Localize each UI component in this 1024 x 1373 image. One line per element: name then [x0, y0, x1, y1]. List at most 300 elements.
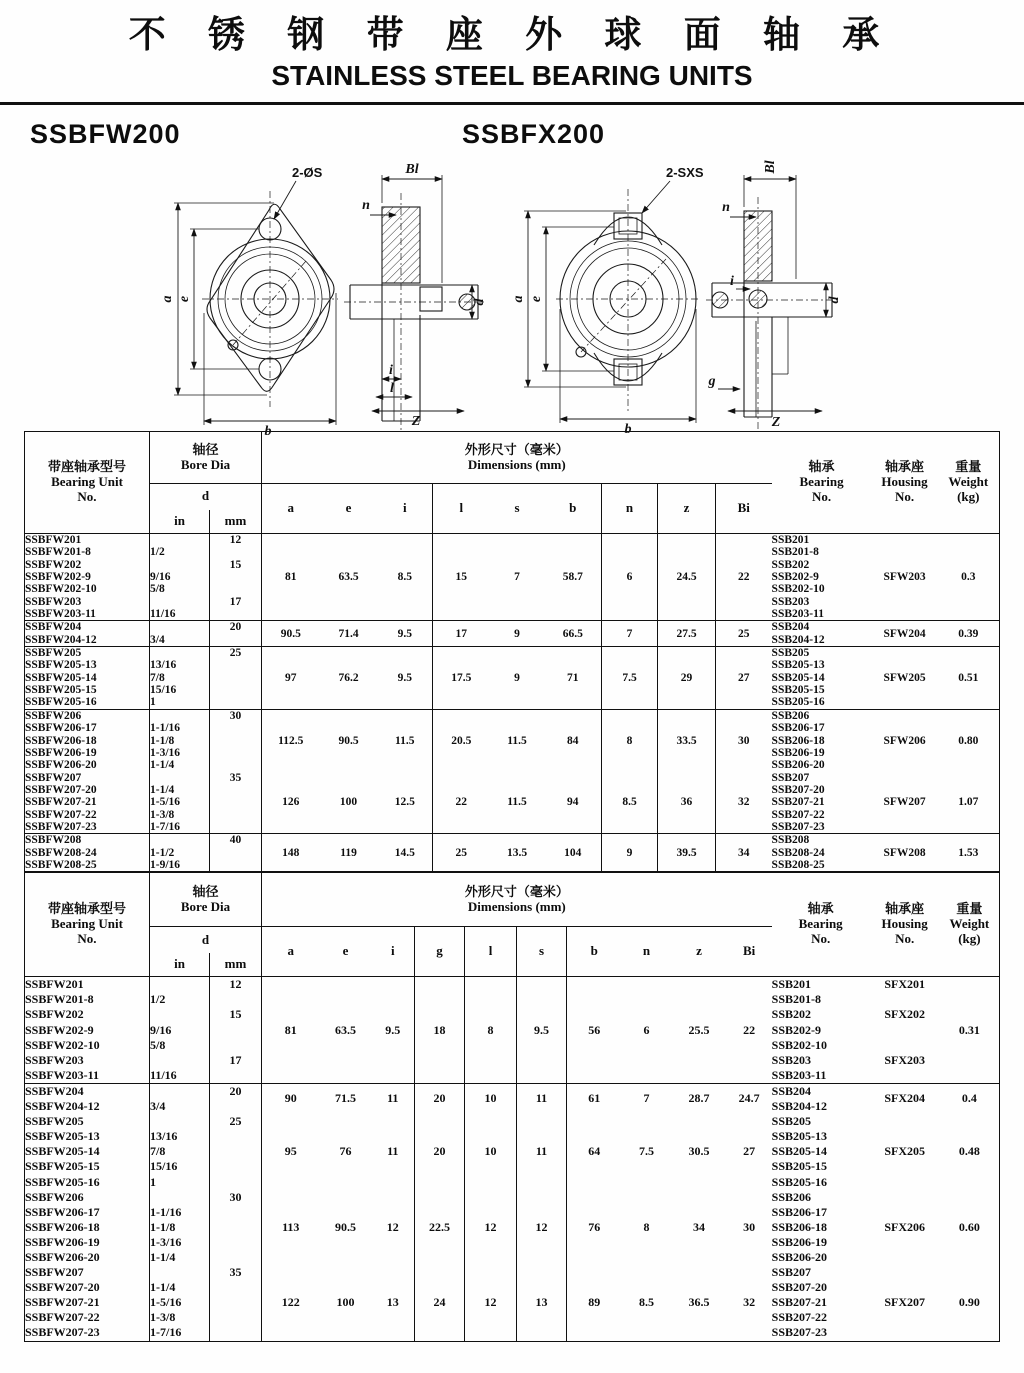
bearing-no-cell: SSB207 [771, 1265, 812, 1280]
bore-mm-cell [210, 809, 262, 821]
bearing-no-cell: SSB205-14 [771, 1144, 828, 1159]
col-header-housing-no: 轴承座 Housing No. [881, 901, 928, 947]
col-header-dimensions: 外形尺寸（毫米） Dimensions (mm) [262, 432, 772, 484]
unit-no-cell: SSBFW207-21 [25, 796, 150, 808]
dim-l-cell: 20.5 [433, 709, 490, 771]
dim-e-cell: 76 [339, 1144, 352, 1159]
bore-mm-cell: 35 [210, 1265, 262, 1280]
unit-no-cell: SSBFW207-22 [25, 1310, 150, 1325]
bearing-no-cell: SSB205-15 [771, 1159, 828, 1174]
dim-b-cell: 94 [545, 772, 602, 834]
header-divider [0, 102, 1024, 105]
dim-b-cell: 76 [588, 1219, 601, 1234]
bore-in-cell [150, 647, 210, 660]
bore-mm-cell [210, 722, 262, 734]
unit-no-cell: SSBFW208 [25, 834, 150, 847]
unit-no-cell: SSBFW202 [25, 1007, 150, 1022]
dim-s-cell: 9 [490, 647, 545, 710]
bore-in-cell: 1/2 [150, 546, 210, 558]
bearing-no-cell: SSB202-9 [771, 1022, 822, 1037]
bore-in-cell: 1-1/4 [150, 1250, 210, 1265]
dim-b-cell: 64 [588, 1144, 601, 1159]
col-header-mm: mm [210, 953, 262, 977]
bearing-no-cell: SSB203 [771, 595, 810, 608]
col-header-dim-e: e [345, 500, 352, 516]
unit-no-cell: SSBFW207-23 [25, 1325, 150, 1341]
col-header-dim-i: i [372, 927, 415, 977]
bearing-no-cell: SSB208 [772, 834, 872, 847]
unit-no-cell: SSBFW207-22 [25, 809, 150, 821]
bore-mm-cell: 15 [210, 559, 262, 571]
unit-no-cell: SSBFW201 [25, 977, 150, 993]
bore-mm-cell [210, 759, 262, 771]
unit-no-cell: SSBFW203-11 [25, 608, 150, 621]
dim-i-cell: 9.5 [372, 977, 415, 1084]
col-header-dim-n: n [602, 484, 658, 534]
dim-i-cell: 11.5 [378, 709, 433, 771]
bore-in-cell [150, 1114, 210, 1129]
weight-cell: 1.53 [938, 834, 1000, 872]
bearing-no-cell: SSB204 [772, 621, 872, 634]
bore-mm-cell [210, 735, 262, 747]
bore-mm-cell: 35 [210, 772, 262, 784]
bore-in-cell [150, 834, 210, 847]
bore-in-cell: 5/8 [150, 583, 210, 595]
bore-mm-cell [210, 1175, 262, 1190]
col-header-dim-b: b [545, 484, 602, 534]
series-label-ssbfx200: SSBFX200 [462, 119, 606, 149]
unit-no-cell: SSBFW204 [25, 621, 150, 634]
bore-in-cell: 1-1/4 [150, 759, 210, 771]
bore-mm-cell [210, 1325, 262, 1341]
dim-Bi-cell: 30 [716, 709, 772, 771]
bore-in-cell: 1-3/16 [150, 1235, 210, 1250]
bore-mm-cell [210, 546, 262, 558]
bore-in-cell [150, 559, 210, 571]
dim-i-cell: 12.5 [378, 772, 433, 834]
dim-z-cell: 24.5 [658, 534, 716, 621]
bearing-no-cell: SSB204-12 [771, 1099, 828, 1114]
bore-in-cell: 9/16 [150, 571, 210, 583]
dim-s-cell: 9.5 [517, 977, 567, 1084]
dim-n-cell: 6 [622, 977, 672, 1084]
bearing-no-cell: SSB201 [772, 534, 872, 547]
weight-cell: 0.90 [958, 1295, 980, 1310]
unit-no-cell: SSBFW202-10 [25, 583, 150, 595]
bore-in-cell: 11/16 [150, 1068, 210, 1084]
dim-z-cell: 36 [658, 772, 716, 834]
dim-n-cell: 7 [602, 621, 658, 647]
weight-cell: 0.31 [940, 977, 1000, 1084]
ssbfw-dimensions-table [24, 431, 1000, 872]
dim-i-cell: 14.5 [378, 834, 433, 872]
dim-label-i: i [389, 363, 393, 378]
bearing-no-cell: SSB207-22 [771, 1310, 828, 1325]
dim-label-z: Z [771, 415, 781, 430]
bore-mm-cell [210, 1159, 262, 1174]
unit-no-cell: SSBFW205 [25, 1114, 150, 1129]
housing-no-cell [870, 992, 940, 1007]
col-header-dim-s: s [517, 927, 567, 977]
col-header-dim-n: n [642, 943, 651, 959]
dim-s-cell: 13.5 [490, 834, 545, 872]
dim-l-cell: 10 [465, 1114, 517, 1189]
bore-mm-cell: 30 [210, 709, 262, 722]
bearing-no-cell: SSB207-21 [771, 1295, 828, 1310]
weight-cell: 0.3 [938, 534, 1000, 621]
dim-label-z: Z [411, 414, 421, 429]
weight-cell: 0.48 [958, 1144, 980, 1159]
dim-n-cell: 7.5 [602, 647, 658, 710]
unit-no-cell: SSBFW205-16 [25, 696, 150, 709]
bearing-no-cell: SSB204-12 [771, 633, 825, 646]
bearing-no-cell: SSB203-11 [771, 608, 824, 621]
ssbfw-side-view [344, 162, 487, 433]
bore-in-cell: 9/16 [150, 1023, 210, 1038]
housing-no-cell: SFW204 [872, 621, 938, 647]
unit-no-cell: SSBFW207 [25, 1265, 150, 1280]
bore-in-cell [150, 1190, 210, 1205]
bore-in-cell: 3/4 [150, 634, 210, 647]
dim-b-cell: 84 [545, 709, 602, 771]
dim-l-cell: 17.5 [433, 647, 490, 710]
dim-Bi-cell: 32 [738, 796, 750, 809]
col-header-bore-dia: 轴径 Bore Dia [150, 432, 262, 484]
bearing-no-cell: SSB207-20 [771, 783, 825, 796]
dim-z-cell: 39.5 [658, 834, 716, 872]
weight-cell: 0.80 [938, 709, 1000, 771]
bearing-no-cell: SSB206 [771, 1189, 812, 1204]
dim-n-cell: 7.5 [639, 1144, 655, 1159]
dim-a-cell: 90 [262, 1083, 320, 1114]
dim-e-cell: 119 [320, 834, 378, 872]
bore-mm-cell [210, 1220, 262, 1235]
housing-no-cell: SFW208 [872, 834, 938, 872]
bearing-no-cell: SSB205-13 [771, 659, 825, 672]
dim-i-cell: 9.5 [378, 647, 433, 710]
bore-in-cell [150, 1265, 210, 1280]
ssbfw-table-body [25, 534, 1000, 872]
bearing-no-cell: SSB207-21 [771, 796, 825, 809]
housing-no-cell: SFW203 [872, 534, 938, 621]
dim-Bi-cell: 22 [727, 977, 772, 1084]
dim-n-cell: 8 [602, 709, 658, 771]
bore-in-cell [150, 709, 210, 722]
dim-label-d: d [827, 296, 842, 304]
dim-label-d: d [472, 298, 487, 306]
unit-no-cell: SSBFW207-23 [25, 821, 150, 834]
bore-mm-cell [210, 583, 262, 595]
bearing-no-cell: SSB205 [771, 1114, 812, 1129]
dim-i-cell: 9.5 [378, 621, 433, 647]
dim-b-cell: 61 [567, 1083, 622, 1114]
unit-no-cell: SSBFW207 [25, 772, 150, 784]
col-header-dim-l: l [459, 500, 464, 516]
dim-s-cell: 11.5 [490, 709, 545, 771]
bore-mm-cell: 30 [210, 1190, 262, 1205]
dim-b-cell: 56 [567, 977, 622, 1084]
bore-in-cell: 15/16 [150, 684, 210, 696]
bore-in-cell: 1-7/16 [150, 821, 210, 834]
unit-no-cell: SSBFW205-15 [25, 1159, 150, 1174]
bearing-no-cell: SSB205-13 [771, 1129, 828, 1144]
dim-e-cell: 90.5 [335, 1219, 357, 1234]
dim-e-cell: 100 [339, 796, 358, 809]
col-header-bearing-no: 轴承 Bearing No. [798, 901, 843, 947]
bore-in-cell: 3/4 [150, 1099, 210, 1114]
bearing-no-cell: SSB202-9 [771, 571, 819, 584]
dim-label-a: a [511, 295, 526, 303]
bearing-no-cell: SSB202 [771, 1007, 812, 1022]
dim-label-b: b [624, 422, 632, 437]
ssbfw-front-view [160, 165, 338, 437]
dim-e-cell: 76.2 [320, 647, 378, 710]
unit-no-cell: SSBFW207-20 [25, 784, 150, 796]
bore-in-cell: 1-7/16 [150, 1325, 210, 1341]
bearing-no-cell: SSB206-19 [771, 746, 825, 759]
bearing-no-cell: SSB205 [772, 647, 872, 660]
col-header-dim-z: z [658, 484, 716, 534]
bore-mm-cell [210, 608, 262, 621]
housing-no-cell [870, 1068, 940, 1084]
unit-no-cell: SSBFW203-11 [25, 1068, 150, 1084]
dim-b-cell: 66.5 [545, 621, 602, 647]
dim-i-cell: 12 [372, 1190, 415, 1265]
bore-in-cell: 1-9/16 [150, 859, 210, 872]
weight-cell: 1.07 [958, 796, 979, 809]
unit-no-cell: SSBFW207-20 [25, 1280, 150, 1295]
col-header-bearing-no: 轴承 Bearing No. [799, 459, 844, 504]
housing-no-cell [870, 1038, 940, 1053]
dim-s-cell: 11 [517, 1083, 567, 1114]
unit-no-cell: SSBFW207-21 [25, 1295, 150, 1310]
col-header-dim-b: b [590, 943, 598, 959]
unit-no-cell: SSBFW202-10 [25, 1038, 150, 1053]
bearing-no-cell: SSB206-20 [771, 1249, 828, 1264]
unit-no-cell: SSBFW201 [25, 534, 150, 547]
dim-l-cell: 10 [465, 1083, 517, 1114]
bore-in-cell: 1/2 [150, 992, 210, 1007]
bore-mm-cell [210, 1038, 262, 1053]
bearing-no-cell: SSB206-17 [771, 1204, 828, 1219]
weight-cell: 0.60 [958, 1219, 980, 1234]
unit-no-cell: SSBFW203 [25, 1053, 150, 1068]
unit-no-cell: SSBFW201-8 [25, 992, 150, 1007]
dim-g-cell: 20 [415, 1083, 465, 1114]
dim-z-cell: 34 [693, 1219, 706, 1234]
weight-cell: 0.51 [938, 647, 1000, 710]
dim-Bi-cell: 22 [716, 534, 772, 621]
dim-s-cell: 11 [517, 1114, 567, 1189]
dim-label-n: n [362, 198, 370, 213]
dim-a-cell: 95 [284, 1144, 297, 1159]
page-title-english: STAINLESS STEEL BEARING UNITS [271, 60, 753, 91]
dim-z-cell: 25.5 [672, 977, 727, 1084]
dim-a-cell: 97 [262, 647, 320, 710]
bore-in-cell: 1-3/8 [150, 809, 210, 821]
dim-a-cell: 148 [262, 834, 320, 872]
dim-z-cell: 28.7 [672, 1083, 727, 1114]
unit-no-cell: SSBFW205-14 [25, 672, 150, 684]
bore-mm-cell: 40 [210, 834, 262, 847]
bore-mm-cell [210, 821, 262, 834]
dim-i-cell: 8.5 [378, 534, 433, 621]
col-header-bearing-unit: 带座轴承型号 Bearing Unit No. [25, 873, 150, 977]
col-header-dim-g: g [415, 927, 465, 977]
bore-mm-cell [210, 1205, 262, 1220]
bearing-no-cell: SSB204 [772, 1083, 870, 1099]
dim-label-e: e [177, 295, 192, 303]
unit-no-cell: SSBFW205 [25, 647, 150, 660]
bore-in-cell: 1-5/16 [150, 796, 210, 808]
unit-no-cell: SSBFW208-24 [25, 847, 150, 859]
bore-mm-cell [210, 1235, 262, 1250]
dim-n-cell: 6 [602, 534, 658, 621]
bore-in-cell [150, 1053, 210, 1068]
col-header-dim-i: i [378, 484, 433, 534]
housing-no-cell: SFX206 [884, 1219, 925, 1234]
bore-in-cell: 1 [150, 696, 210, 709]
ssbfx-dimensions-table [24, 872, 1000, 1341]
dim-Bi-cell: 25 [716, 621, 772, 647]
housing-no-cell: SFX204 [870, 1083, 940, 1114]
bore-in-cell [150, 596, 210, 608]
bearing-no-cell: SSB206-20 [771, 759, 825, 772]
dim-a-cell: 81 [262, 977, 320, 1084]
bore-in-cell: 13/16 [150, 1129, 210, 1144]
bearing-no-cell: SSB206-17 [771, 722, 825, 735]
dim-i-cell: 13 [372, 1265, 415, 1341]
dim-Bi-cell: 24.7 [727, 1083, 772, 1114]
bearing-no-cell: SSB207-22 [771, 808, 825, 821]
col-header-dim-s: s [514, 500, 520, 516]
bore-mm-cell [210, 1280, 262, 1295]
bore-in-cell: 1 [150, 1175, 210, 1190]
bore-mm-cell [210, 847, 262, 859]
bore-mm-cell [210, 634, 262, 647]
bearing-no-cell: SSB206 [772, 709, 872, 722]
bore-mm-cell: 20 [210, 1083, 262, 1099]
bore-in-cell: 1-1/8 [150, 1220, 210, 1235]
bore-mm-cell: 17 [210, 1053, 262, 1068]
ssbfx200-technical-drawing [478, 149, 848, 437]
bore-mm-cell [210, 859, 262, 872]
bore-mm-cell [210, 1068, 262, 1084]
page-header [0, 0, 1024, 92]
dim-label-bi: Bl [763, 160, 778, 174]
bearing-no-cell: SSB201-8 [771, 992, 822, 1007]
col-header-dim-Bi: Bi [742, 943, 756, 959]
col-header-weight: 重量 Weight (kg) [949, 901, 990, 947]
unit-no-cell: SSBFW206 [25, 709, 150, 722]
dim-z-cell: 33.5 [658, 709, 716, 771]
unit-no-cell: SSBFW204-12 [25, 634, 150, 647]
dim-Bi-cell: 27 [743, 1144, 756, 1159]
col-header-housing-no: 轴承座 Housing No. [881, 459, 928, 504]
dim-label-bi: Bl [405, 162, 419, 177]
unit-no-cell: SSBFW203 [25, 596, 150, 608]
dim-Bi-cell: 34 [716, 834, 772, 872]
bore-in-cell: 5/8 [150, 1038, 210, 1053]
bore-in-cell: 15/16 [150, 1159, 210, 1174]
page-title-chinese: 不 锈 钢 带 座 外 球 面 轴 承 [128, 14, 896, 55]
unit-no-cell: SSBFW206-20 [25, 759, 150, 771]
bore-in-cell: 13/16 [150, 659, 210, 671]
dim-n-cell: 8.5 [639, 1295, 655, 1310]
bearing-no-cell: SSB205-14 [771, 671, 825, 684]
housing-no-cell: SFX201 [870, 977, 940, 993]
bore-mm-cell [210, 684, 262, 696]
unit-no-cell: SSBFW206-18 [25, 1220, 150, 1235]
unit-no-cell: SSBFW205-13 [25, 1129, 150, 1144]
dim-label-g: g [708, 374, 716, 389]
bore-mm-cell: 17 [210, 596, 262, 608]
dim-b-cell: 89 [588, 1295, 601, 1310]
dim-s-cell: 11.5 [507, 796, 527, 809]
bearing-no-cell: SSB208-24 [771, 846, 825, 859]
dim-e-cell: 63.5 [320, 534, 378, 621]
dim-a-cell: 122 [281, 1295, 300, 1310]
dim-e-cell: 100 [336, 1295, 355, 1310]
unit-no-cell: SSBFW208-25 [25, 859, 150, 872]
col-header-d: d [150, 927, 262, 953]
dim-Bi-cell: 30 [743, 1219, 756, 1234]
housing-no-cell: SFW206 [872, 709, 938, 771]
bore-mm-cell [210, 1099, 262, 1114]
col-header-dim-a: a [287, 943, 295, 959]
bore-in-cell: 1-1/16 [150, 722, 210, 734]
dim-a-cell: 126 [282, 796, 300, 809]
dim-n-cell: 8 [643, 1219, 650, 1234]
dim-e-cell: 90.5 [320, 709, 378, 771]
bore-mm-cell [210, 659, 262, 671]
unit-no-cell: SSBFW202-9 [25, 1023, 150, 1038]
unit-no-cell: SSBFW205-13 [25, 659, 150, 671]
unit-no-cell: SSBFW204-12 [25, 1099, 150, 1114]
ssbfx-table-body [25, 977, 1000, 1341]
unit-no-cell: SSBFW206-18 [25, 735, 150, 747]
col-header-bearing-unit: 带座轴承型号 Bearing Unit No. [25, 432, 150, 534]
bore-in-cell: 1-1/4 [150, 784, 210, 796]
col-header-dim-Bi: Bi [737, 500, 750, 516]
dim-a-cell: 113 [282, 1219, 300, 1234]
dim-g-cell: 20 [415, 1114, 465, 1189]
dim-e-cell: 63.5 [320, 977, 372, 1084]
unit-no-cell: SSBFW206-17 [25, 1205, 150, 1220]
dim-s-cell: 9 [490, 621, 545, 647]
dim-s-cell: 7 [490, 534, 545, 621]
dim-label-e: e [529, 295, 544, 303]
unit-no-cell: SSBFW205-15 [25, 684, 150, 696]
dim-n-cell: 8.5 [602, 772, 658, 834]
col-header-mm: mm [210, 510, 262, 534]
housing-no-cell: SFX202 [884, 1007, 925, 1022]
col-header-bore-dia: 轴径 Bore Dia [150, 873, 262, 927]
bore-in-cell: 1-1/16 [150, 1205, 210, 1220]
bore-mm-cell: 25 [210, 647, 262, 660]
ssbfx-front-view [511, 165, 704, 437]
bore-mm-cell [210, 992, 262, 1007]
bore-in-cell [150, 1007, 210, 1022]
dim-l-cell: 25 [433, 834, 490, 872]
bore-mm-cell [210, 1250, 262, 1265]
dim-s-cell: 12 [517, 1190, 567, 1265]
bore-mm-cell [210, 672, 262, 684]
dim-g-cell: 22.5 [415, 1190, 465, 1265]
bearing-no-cell: SSB203-11 [771, 1067, 827, 1082]
dim-z-cell: 29 [658, 647, 716, 710]
bore-in-cell: 1-1/2 [150, 847, 210, 859]
